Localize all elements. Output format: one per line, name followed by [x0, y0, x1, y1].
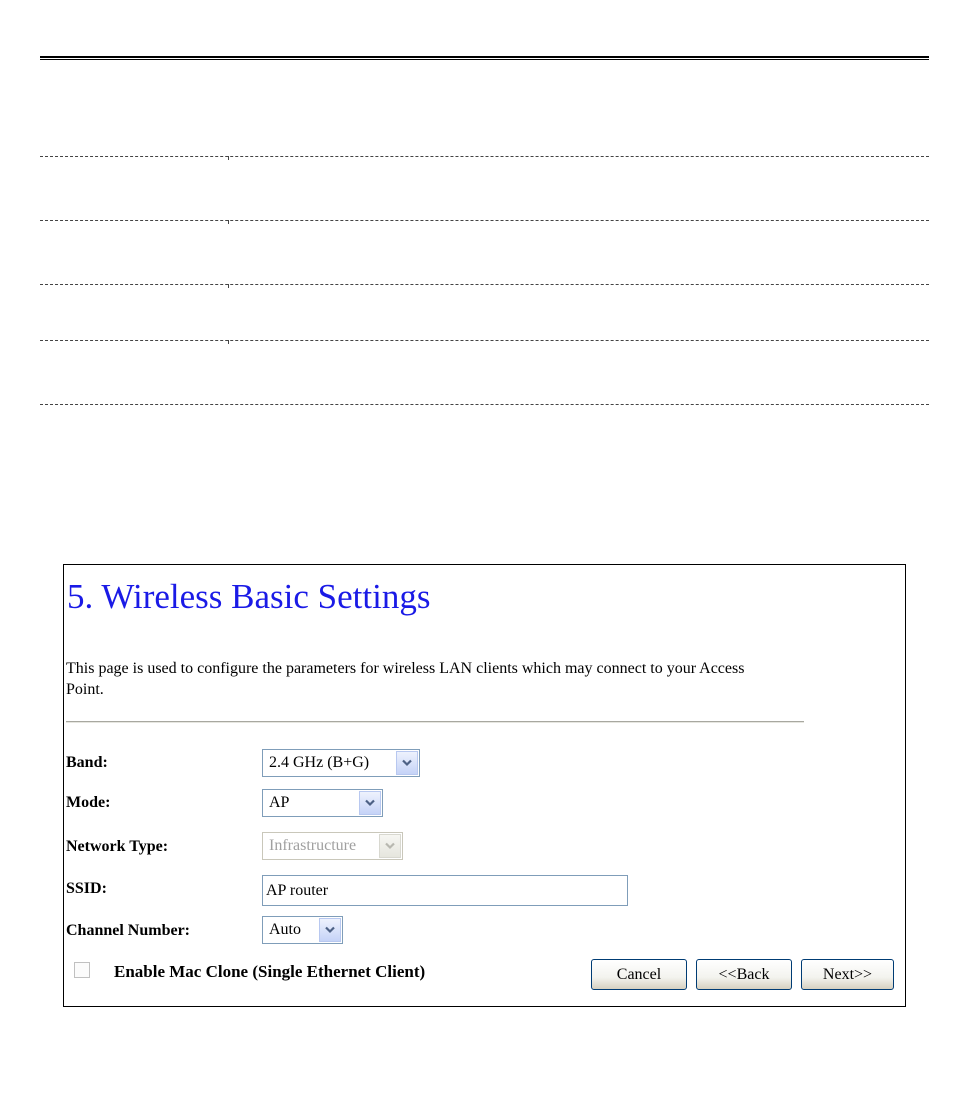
back-button[interactable]: <<Back: [696, 959, 792, 990]
chevron-down-icon[interactable]: [359, 791, 381, 815]
chevron-down-icon[interactable]: [396, 751, 418, 775]
channel-number-select-value: Auto: [269, 921, 301, 938]
channel-number-label: Channel Number:: [66, 922, 191, 939]
wireless-basic-settings-panel: [63, 564, 906, 1007]
network-type-label: Network Type:: [66, 838, 169, 855]
network-type-select-value: Infrastructure: [269, 837, 357, 854]
column-divider: [228, 340, 229, 344]
ssid-input[interactable]: [262, 875, 628, 906]
band-select[interactable]: [262, 749, 420, 777]
column-divider: [228, 284, 229, 288]
mac-clone-label: Enable Mac Clone (Single Ethernet Client): [114, 962, 426, 981]
chevron-down-icon: [379, 834, 401, 858]
column-divider: [228, 220, 229, 224]
band-select-value: 2.4 GHz (B+G): [269, 754, 370, 771]
page-description: This page is used to configure the parameters for wireless LAN clients which may connect to your Access Point.: [66, 660, 745, 698]
mode-select-value: AP: [269, 794, 290, 811]
table-rule: [40, 156, 929, 157]
band-label: Band:: [66, 754, 108, 771]
mac-clone-checkbox[interactable]: [74, 962, 90, 978]
ssid-label: SSID:: [66, 880, 107, 897]
mode-select[interactable]: [262, 789, 383, 817]
mode-label: Mode:: [66, 794, 111, 811]
table-rule: [40, 340, 929, 341]
next-button[interactable]: Next>>: [801, 959, 894, 990]
network-type-select: [262, 832, 403, 860]
table-rule: [40, 220, 929, 221]
chevron-down-icon[interactable]: [319, 918, 341, 942]
table-rule: [40, 404, 929, 405]
table-rule: [40, 284, 929, 285]
cancel-button[interactable]: Cancel: [591, 959, 687, 990]
header-rule: [40, 56, 929, 60]
page-title: 5. Wireless Basic Settings: [67, 577, 431, 616]
channel-number-select[interactable]: [262, 916, 343, 944]
separator-line: [66, 721, 804, 723]
column-divider: [228, 156, 229, 160]
